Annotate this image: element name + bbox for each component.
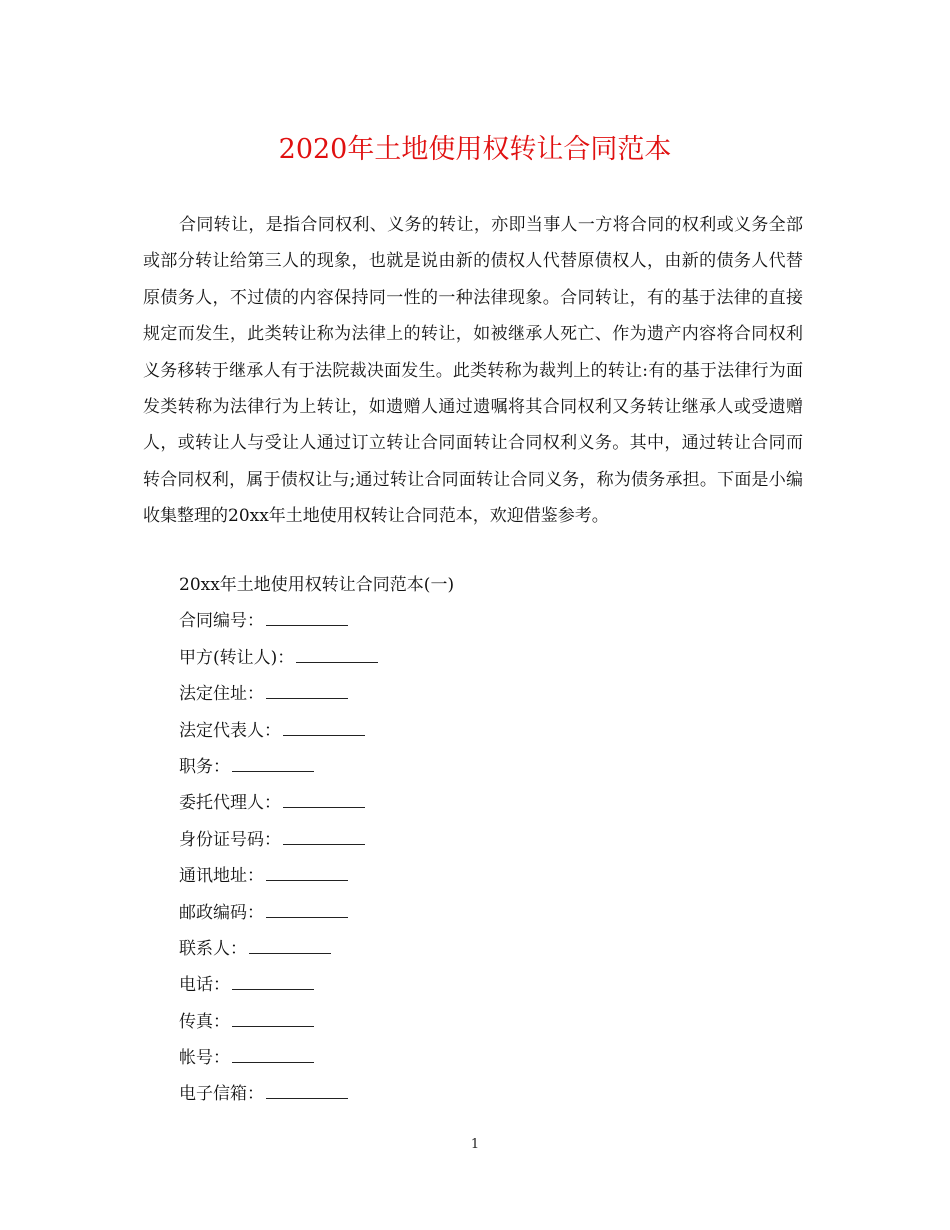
page-number: 1: [470, 1137, 480, 1152]
fill-in-blank: [232, 1004, 314, 1027]
field-position: [179, 749, 799, 785]
field-mailing-address: [179, 858, 799, 894]
field-id-number: [179, 822, 799, 858]
field-fax: [179, 1004, 799, 1040]
field-legal-address: [179, 676, 799, 712]
fill-in-blank: [266, 676, 348, 699]
fill-in-blank: [232, 749, 314, 772]
field-email: [179, 1076, 799, 1112]
field-label: 联系人：: [179, 938, 247, 959]
field-contact-person: [179, 931, 799, 967]
fill-in-blank: [296, 640, 378, 663]
field-label: 委托代理人：: [179, 793, 281, 814]
field-label: 传真：: [179, 1011, 230, 1032]
field-party-a-transferor: [179, 640, 799, 676]
field-authorized-agent: [179, 785, 799, 821]
fill-in-blank: [232, 1040, 314, 1063]
section-heading: 20xx年土地使用权转让合同范本(一): [179, 575, 455, 595]
field-label: 身份证号码：: [179, 829, 281, 850]
fill-in-blank: [266, 858, 348, 881]
field-label: 邮政编码：: [179, 902, 264, 923]
fill-in-blank: [266, 895, 348, 918]
contract-field-list: [179, 567, 799, 1113]
field-postal-code: [179, 895, 799, 931]
field-label: 职务：: [179, 756, 230, 777]
fill-in-blank: [283, 785, 365, 808]
field-label: 法定代表人：: [179, 720, 281, 741]
intro-paragraph: 合同转让，是指合同权利、义务的转让，亦即当事人一方将合同的权利或义务全部或部分转让给第三人的现象，也就是说由新的债权人代替原债权人，由新的债务人代替原债务人，不过债的内容保持同一性的一种法律现象。合同转让，有的基于法律的直接规定而发生，此类转让称为法律上的转让，如被继承人死亡、作为遗产内容将合同权利义务移转于继承人有于法院裁决面发生。此类转称为裁判上的转让:有的基于法律行为面发类转称为法律行为上转让，如遗赠人通过遗嘱将其合同权利又务转让继承人或受遗赠人，或转让人与受让人通过订立转让合同面转让合同权利义务。其中，通过转让合同而转合同权利，属于债权让与;通过转让合同面转让合同义务，称为债务承担。下面是小编收集整理的20xx年土地使用权转让合同范本，欢迎借鉴参考。: [143, 215, 803, 527]
fill-in-blank: [249, 931, 331, 954]
field-label: 电子信箱：: [179, 1084, 264, 1105]
field-label: 电话：: [179, 975, 230, 996]
field-label: 法定住址：: [179, 684, 264, 705]
fill-in-blank: [232, 967, 314, 990]
field-label: 合同编号：: [179, 611, 264, 632]
field-label: 通讯地址：: [179, 866, 264, 887]
field-account-number: [179, 1040, 799, 1076]
fill-in-blank: [266, 603, 348, 626]
field-label: 帐号：: [179, 1048, 230, 1069]
field-phone: [179, 967, 799, 1003]
fill-in-blank: [283, 713, 365, 736]
fill-in-blank: [266, 1076, 348, 1099]
field-legal-representative: [179, 713, 799, 749]
fill-in-blank: [283, 822, 365, 845]
document-title: 2020年土地使用权转让合同范本: [278, 134, 672, 165]
field-contract-number: [179, 603, 799, 639]
field-label: 甲方(转让人)：: [179, 647, 295, 668]
